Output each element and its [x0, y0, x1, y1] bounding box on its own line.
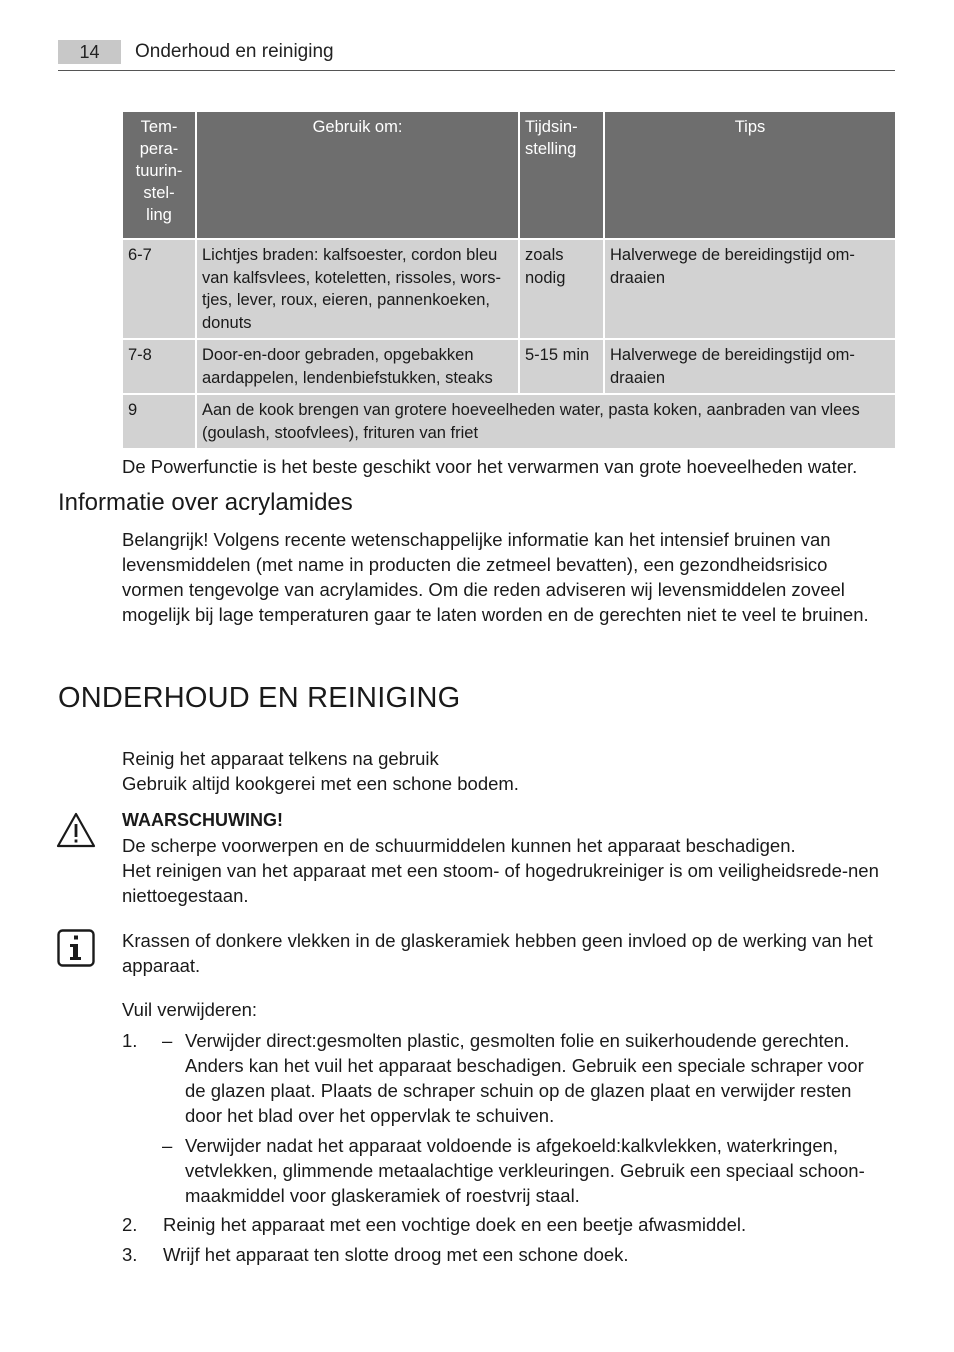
acrylamides-heading: Informatie over acrylamides [58, 489, 353, 516]
cell-setting: 7-8 [122, 339, 196, 394]
header-section-title: Onderhoud en reiniging [135, 41, 334, 62]
cell-use: Door-en-door gebraden, opgebakken aardappelen, lendenbiefstukken, steaks [196, 339, 519, 394]
step-1-item-1-text: gesmolten plastic, gesmolten folie en suikerhoudende gerechten. Anders kan het vuil het apparaat beschadigen. Gebruik een speciale schraper voor de glazen plaat. Plaats de schraper schuin op de glazen plaat en verwijder resten door het blad over het oppervlak te schuiven. [185, 1030, 864, 1126]
step-number: 2. [122, 1214, 138, 1235]
acrylamides-text: Volgens recente wetenschappelijke informatie kan het intensief bruinen van levensmiddelen (met name in producten die zetmeel bevatten), een gezondheidsrisico vormen tengevolge van acrylamides. Om die reden adviseren wij levensmiddelen zoveel mogelijk bij lage temperaturen gaar te laten worden en de gerechten niet te veel te bruinen. [122, 529, 869, 625]
power-note: De Powerfunctie is het beste geschikt voor het verwarmen van grote hoeveelheden water. [122, 456, 858, 477]
step-1-item-1 [185, 1028, 887, 1128]
table-header-row [122, 111, 896, 239]
cell-tip: Halverwege de bereidingstijd om-draaien [604, 239, 896, 339]
cell-time: zoals nodig [519, 239, 604, 339]
cell-use: Aan de kook brengen van grotere hoeveelheden water, pasta koken, aanbraden van vlees (goulash, stoofvlees), frituren van friet [196, 394, 896, 449]
warning-line-2-emphasis: niet [122, 885, 152, 906]
warning-line-2 [122, 858, 894, 908]
dirt-heading: Vuil verwijderen: [122, 999, 258, 1020]
warning-line-1: De scherpe voorwerpen en de schuurmiddelen kunnen het apparaat beschadigen. [122, 835, 796, 856]
col-header-setting: Tem- pera- tuurin- stel- ling [122, 111, 196, 239]
warning-title: WAARSCHUWING! [122, 810, 283, 830]
cell-tip: Halverwege de bereidingstijd om-draaien [604, 339, 896, 394]
temperature-table [121, 110, 897, 450]
page-number: 14 [58, 40, 121, 64]
step-3-text-b: ten slotte droog met een schone doek. [313, 1244, 629, 1265]
maintenance-heading: ONDERHOUD EN REINIGING [58, 682, 461, 714]
step-1-item-2 [185, 1133, 887, 1208]
page-header [58, 40, 895, 71]
step-1-item-1-bold: Verwijder direct: [185, 1030, 317, 1051]
acrylamides-paragraph [122, 527, 894, 627]
step-dash: – [162, 1135, 173, 1156]
col-header-use: Gebruik om: [196, 111, 519, 239]
important-label: Belangrijk! [122, 529, 209, 550]
step-number: 3. [122, 1244, 138, 1265]
table-row [122, 339, 896, 394]
info-text: Krassen of donkere vlekken in de glaskeramiek hebben geen invloed op de werking van het apparaat. [122, 930, 873, 976]
warning-triangle-icon [56, 812, 96, 853]
step-2-text: Reinig het apparaat met een vochtige doek en een beetje afwasmiddel. [163, 1214, 747, 1235]
step-number: 1. [122, 1030, 138, 1051]
table-row [122, 394, 896, 449]
step-1-item-2-bold: Verwijder nadat het apparaat voldoende is afgekoeld: [185, 1135, 622, 1156]
step-3-text-a: Wrijf het apparaat [163, 1244, 314, 1265]
cell-setting: 9 [122, 394, 196, 449]
info-icon [57, 929, 95, 972]
step-1-item-2-text: kalkvlekken, waterkringen, vetvlekken, glimmende metaalachtige verkleuringen. Gebruik een speciaal schoon-maakmiddel voor glaskeramiek of roestvrij staal. [185, 1135, 865, 1206]
step-3-text [163, 1242, 887, 1267]
cell-use: Lichtjes braden: kalfsoester, cordon bleu van kalfsvlees, koteletten, rissoles, wors-tjes, lever, roux, eieren, pannenkoeken, donuts [196, 239, 519, 339]
maintenance-line-2: Gebruik altijd kookgerei met een schone bodem. [122, 773, 519, 794]
col-header-tips: Tips [604, 111, 896, 239]
step-dash: – [162, 1030, 173, 1051]
cell-setting: 6-7 [122, 239, 196, 339]
warning-line-2-text: Het reinigen van het apparaat met een stoom- of hogedrukreiniger is om veiligheidsrede-nen [122, 860, 879, 881]
maintenance-line-1: Reinig het apparaat telkens na gebruik [122, 748, 439, 769]
col-header-time: Tijdsin- stelling [519, 111, 604, 239]
table-row [122, 239, 896, 339]
warning-line-2-end: toegestaan. [151, 885, 249, 906]
cell-time: 5-15 min [519, 339, 604, 394]
